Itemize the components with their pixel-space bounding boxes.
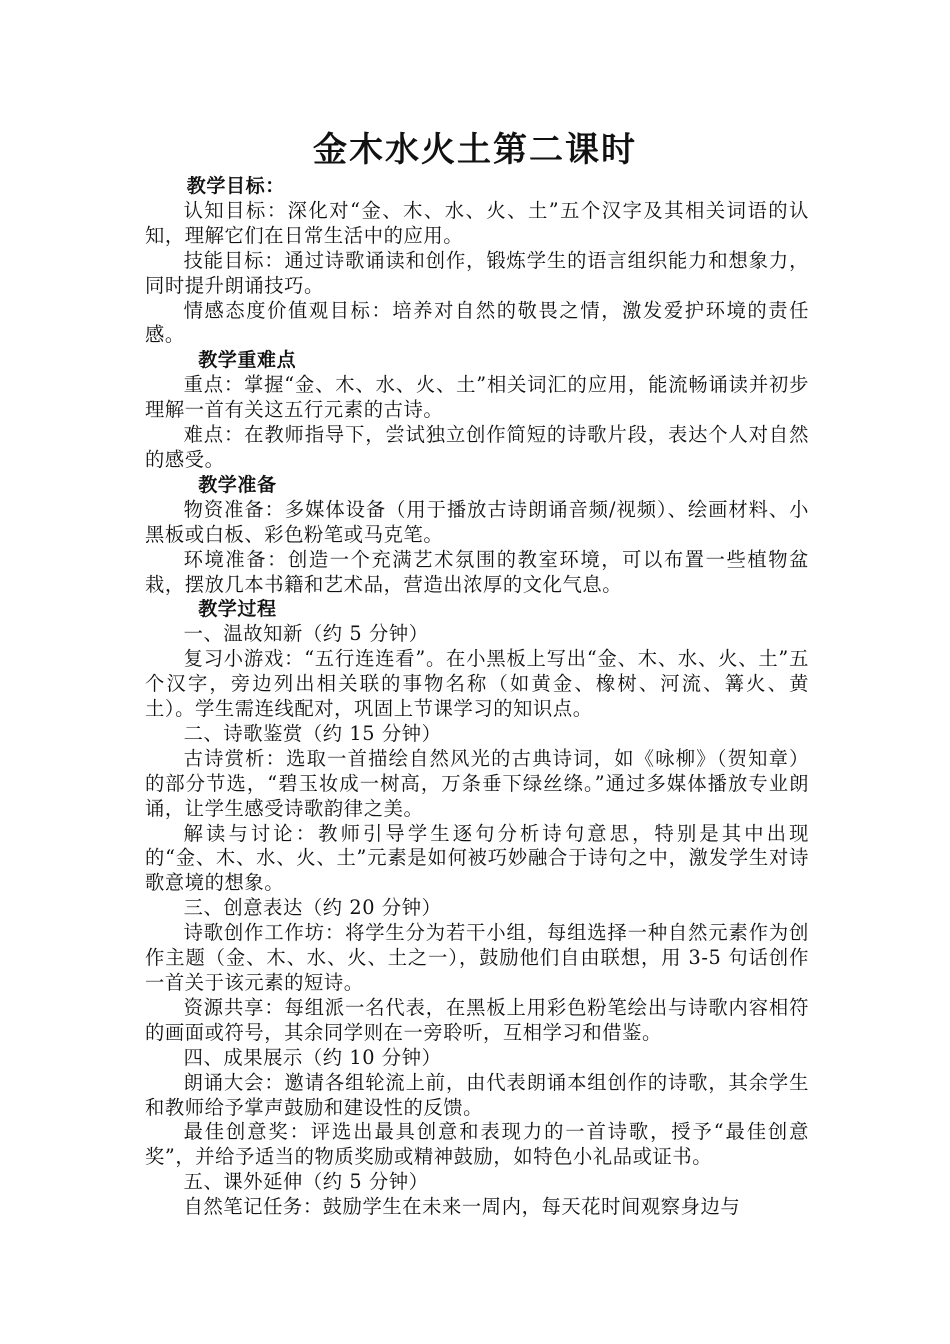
paragraph-prep-environment: 环境准备：创造一个充满艺术氛围的教室环境，可以布置一些植物盆栽，摆放几本书籍和艺术品，营造出浓厚的文化气息。: [145, 547, 809, 596]
paragraph-prep-material: 物资准备：多媒体设备（用于播放古诗朗诵音频/视频）、绘画材料、小黑板或白板、彩色粉笔或马克笔。: [145, 497, 809, 546]
paragraph-step4-recital: 朗诵大会：邀请各组轮流上前，由代表朗诵本组创作的诗歌，其余学生和教师给予掌声鼓励和建设性的反馈。: [145, 1070, 809, 1119]
step-title-3: 三、创意表达（约 20 分钟）: [183, 896, 442, 920]
paragraph-difficulty: 难点：在教师指导下，尝试独立创作简短的诗歌片段，表达个人对自然的感受。: [145, 423, 809, 471]
paragraph-goal-skill: 技能目标：通过诗歌诵读和创作，锻炼学生的语言组织能力和想象力，同时提升朗诵技巧。: [145, 248, 809, 297]
paragraph-step1: 复习小游戏：“五行连连看”。在小黑板上写出“金、木、水、火、土”五个汉字，旁边列出相关联的事物名称（如黄金、橡树、河流、篝火、黄土）。学生需连线配对，巩固上节课学习的知识点。: [145, 647, 809, 721]
section-heading-key-points: 教学重难点: [198, 349, 297, 372]
paragraph-goal-cognitive: 认知目标：深化对“金、木、水、火、土”五个汉字及其相关词语的认知，理解它们在日常生活中的应用。: [145, 198, 809, 247]
paragraph-step3-workshop: 诗歌创作工作坊：将学生分为若干小组，每组选择一种自然元素作为创作主题（金、木、水、火、土之一），鼓励他们自由联想，用 3-5 句话创作一首关于该元素的短诗。: [145, 921, 809, 994]
step-title-2: 二、诗歌鉴赏（约 15 分钟）: [183, 721, 442, 745]
section-heading-process: 教学过程: [198, 598, 277, 621]
paragraph-step2-poem: 古诗赏析：选取一首描绘自然风光的古典诗词，如《咏柳》（贺知章）的部分节选，“碧玉妆成一树高，万条垂下绿丝绦。”通过多媒体播放专业朗诵，让学生感受诗歌韵律之美。: [145, 746, 809, 820]
paragraph-step5: 自然笔记任务：鼓励学生在未来一周内，每天花时间观察身边与: [183, 1195, 741, 1219]
step-title-5: 五、课外延伸（约 5 分钟）: [183, 1170, 429, 1194]
section-heading-preparation: 教学准备: [198, 473, 277, 496]
paragraph-key-point: 重点：掌握“金、木、水、火、土”相关词汇的应用，能流畅诵读并初步理解一首有关这五行元素的古诗。: [145, 373, 809, 422]
paragraph-goal-emotion: 情感态度价值观目标：培养对自然的敬畏之情，激发爱护环境的责任感。: [145, 298, 809, 347]
paragraph-step2-discussion: 解读与讨论：教师引导学生逐句分析诗句意思，特别是其中出现的“金、木、水、火、土”元素是如何被巧妙融合于诗句之中，激发学生对诗歌意境的想象。: [145, 821, 809, 895]
paragraph-step4-award: 最佳创意奖：评选出最具创意和表现力的一首诗歌，授予“最佳创意奖”，并给予适当的物质奖励或精神鼓励，如特色小礼品或证书。: [145, 1120, 809, 1169]
paragraph-step3-sharing: 资源共享：每组派一名代表，在黑板上用彩色粉笔绘出与诗歌内容相符的画面或符号，其余同学则在一旁聆听，互相学习和借鉴。: [145, 995, 809, 1044]
document-body: [145, 174, 809, 1220]
step-title-1: 一、温故知新（约 5 分钟）: [183, 622, 429, 646]
section-heading-goals: 教学目标：: [186, 175, 285, 197]
page-title: 金木水火土第二课时: [313, 130, 637, 170]
step-title-4: 四、成果展示（约 10 分钟）: [183, 1045, 442, 1069]
